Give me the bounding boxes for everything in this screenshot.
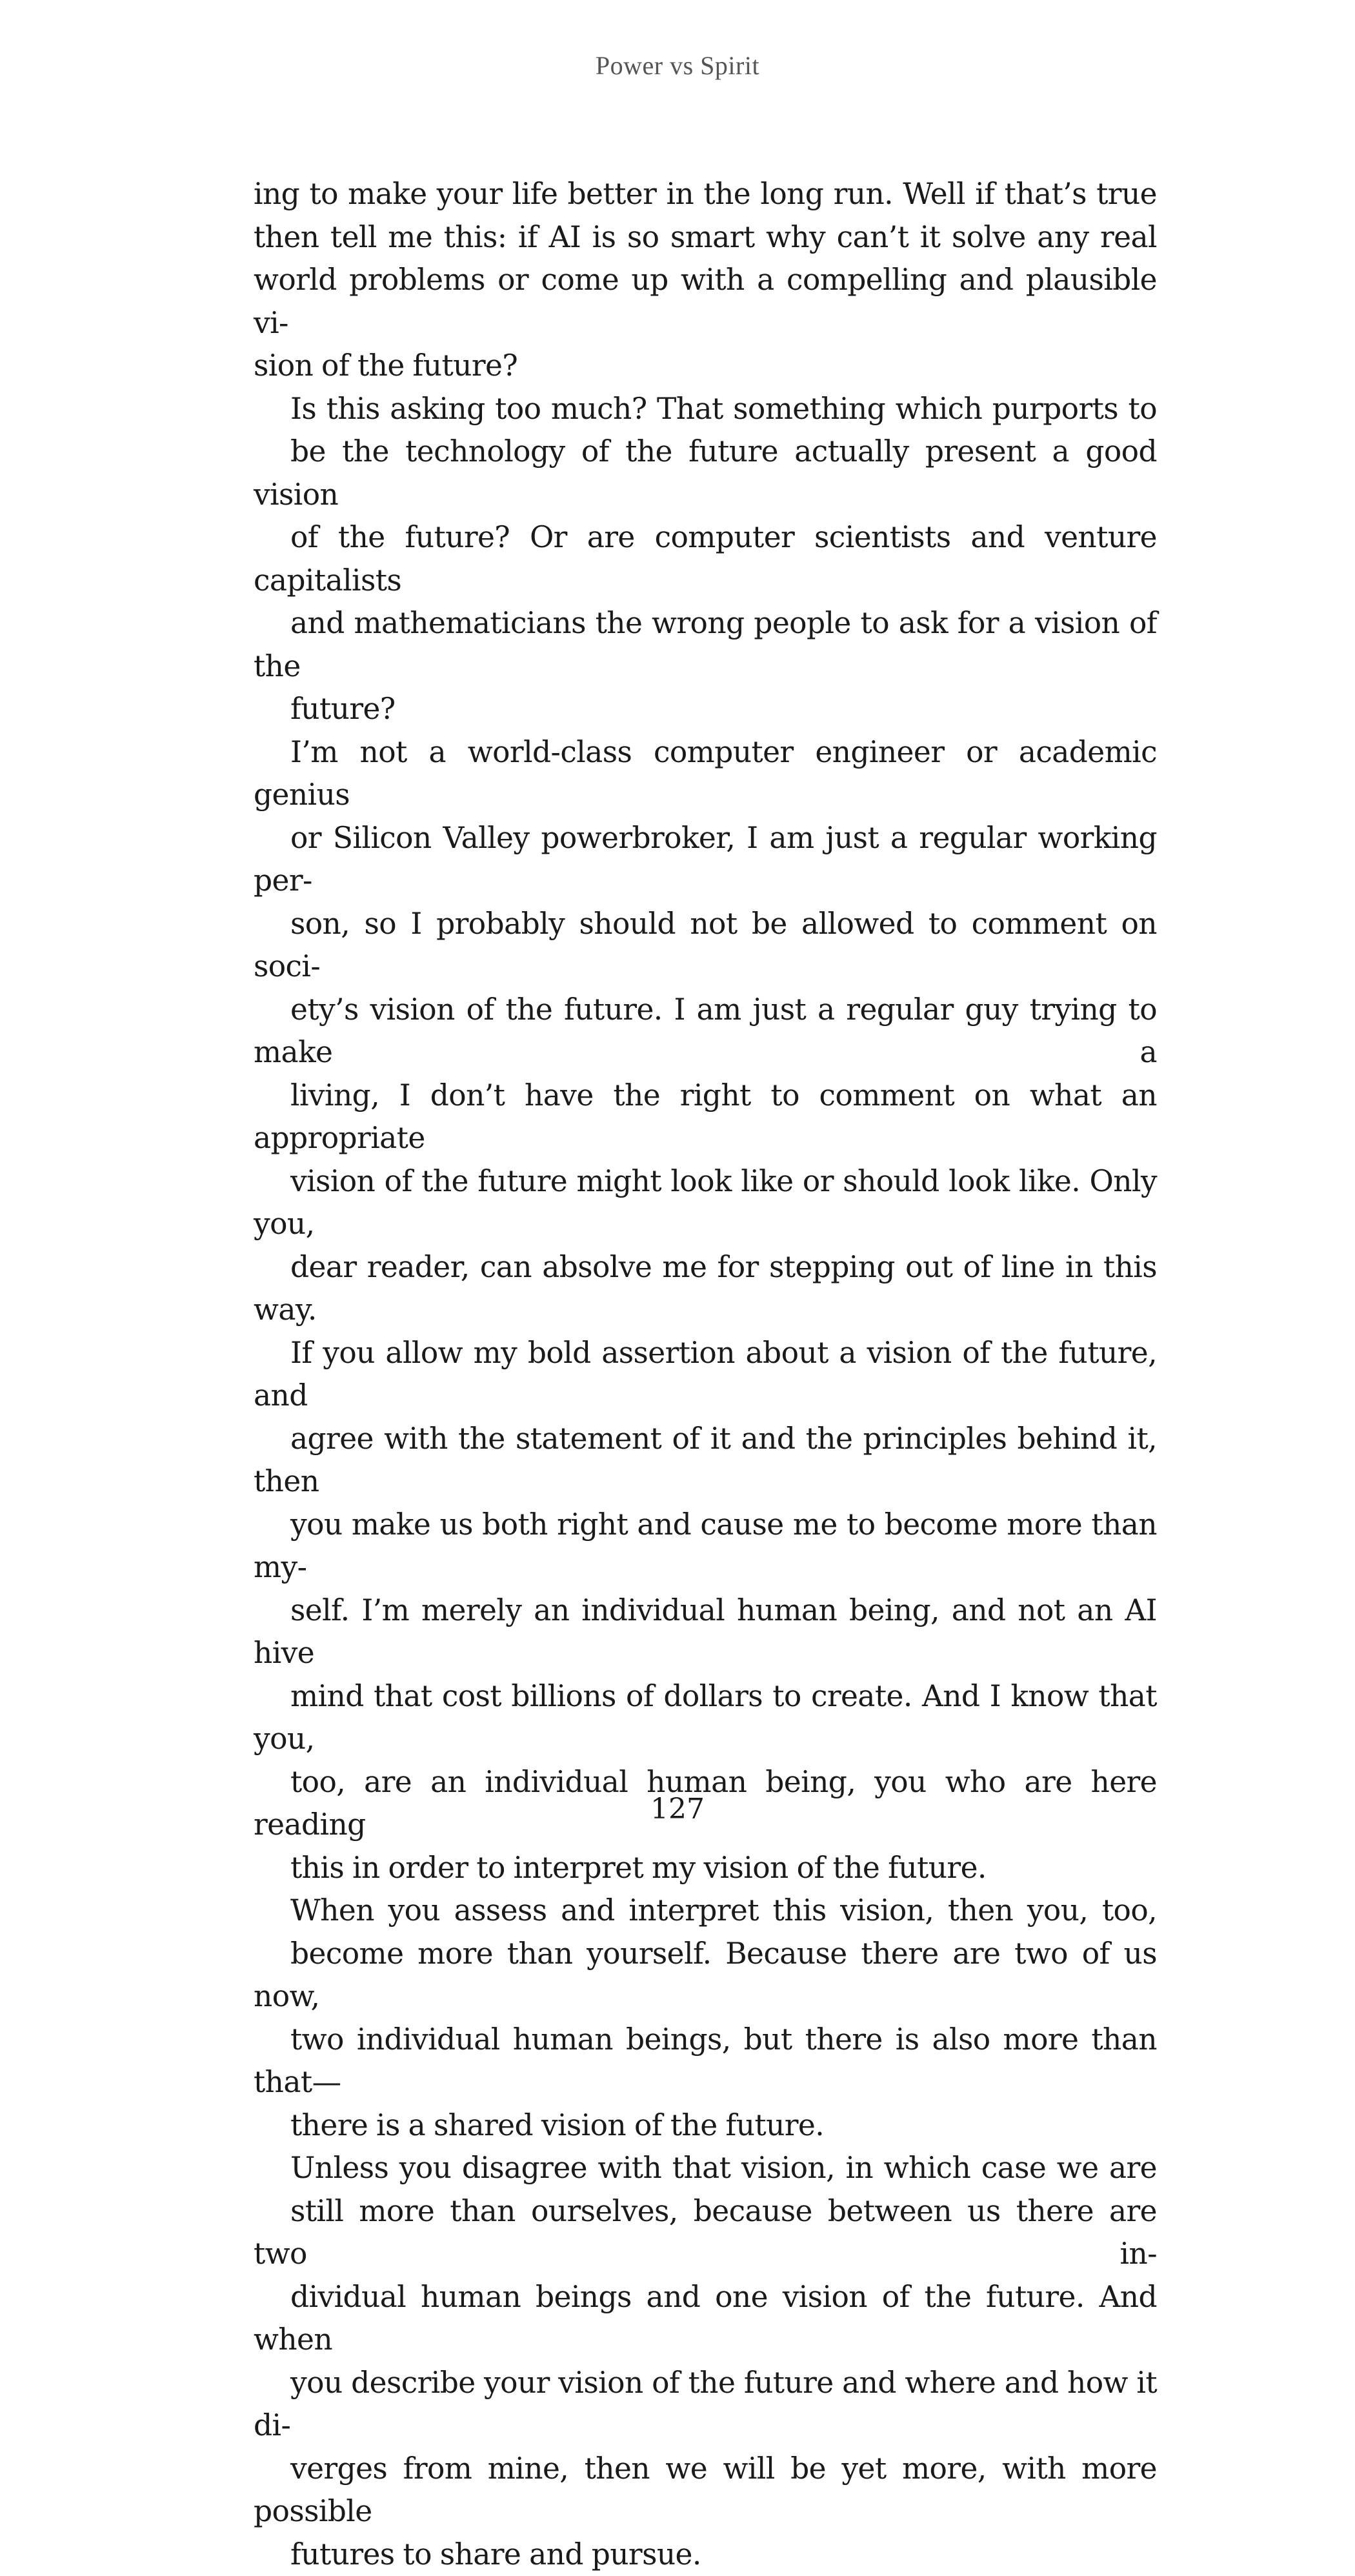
- text-line: this in order to interpret my vision of the future.: [254, 1847, 1157, 1890]
- text-line: of the future? Or are computer scientists and venture capitalists: [254, 516, 1157, 602]
- text-line: vision of the future might look like or should look like. Only you,: [254, 1160, 1157, 1246]
- text-line: and mathematicians the wrong people to ask for a vision of the: [254, 602, 1157, 688]
- text-line: future?: [254, 688, 1157, 731]
- text-line: ety’s vision of the future. I am just a regular guy trying to make a: [254, 989, 1157, 1074]
- text-line: self. I’m merely an individual human being, and not an AI hive: [254, 1589, 1157, 1675]
- text-line: two individual human beings, but there is also more than that—: [254, 2018, 1157, 2104]
- text-line: be the technology of the future actually present a good vision: [254, 430, 1157, 516]
- paragraph-2: [254, 388, 1157, 731]
- text-line: ing to make your life better in the long run. Well if that’s true: [254, 173, 1157, 216]
- text-line: still more than ourselves, because between us there are two in-: [254, 2190, 1157, 2276]
- text-line: you describe your vision of the future and where and how it di-: [254, 2362, 1157, 2448]
- text-line: Is this asking too much? That something which purports to: [254, 388, 1157, 431]
- text-line: become more than yourself. Because there are two of us now,: [254, 1933, 1157, 2018]
- text-line: I’m not a world-class computer engineer or academic genius: [254, 731, 1157, 817]
- text-line: then tell me this: if AI is so smart why can’t it solve any real: [254, 216, 1157, 259]
- page-number: 127: [0, 1793, 1355, 1826]
- text-line: dividual human beings and one vision of the future. And when: [254, 2276, 1157, 2362]
- text-line: you make us both right and cause me to become more than my-: [254, 1504, 1157, 1589]
- paragraph-1: [254, 173, 1157, 388]
- text-line: mind that cost billions of dollars to create. And I know that you,: [254, 1675, 1157, 1761]
- text-line: there is a shared vision of the future.: [254, 2104, 1157, 2148]
- text-line: If you allow my bold assertion about a vision of the future, and: [254, 1332, 1157, 1418]
- text-line: agree with the statement of it and the principles behind it, then: [254, 1418, 1157, 1504]
- text-line: futures to share and pursue.: [254, 2533, 1157, 2576]
- paragraph-5: [254, 2147, 1157, 2576]
- text-line: too, are an individual human being, you who are here reading: [254, 1761, 1157, 1847]
- text-line: dear reader, can absolve me for stepping out of line in this way.: [254, 1246, 1157, 1332]
- paragraph-3: [254, 731, 1157, 1890]
- text-line: son, so I probably should not be allowed to comment on soci-: [254, 903, 1157, 989]
- text-line: or Silicon Valley powerbroker, I am just a regular working per-: [254, 817, 1157, 903]
- body-text: [254, 173, 1157, 2576]
- text-line: sion of the future?: [254, 345, 1157, 388]
- text-line: Unless you disagree with that vision, in which case we are: [254, 2147, 1157, 2190]
- running-head: Power vs Spirit: [0, 50, 1355, 81]
- text-line: verges from mine, then we will be yet more, with more possible: [254, 2448, 1157, 2533]
- paragraph-4: [254, 1889, 1157, 2147]
- text-line: living, I don’t have the right to comment on what an appropriate: [254, 1074, 1157, 1160]
- text-line: When you assess and interpret this vision, then you, too,: [254, 1889, 1157, 1933]
- text-line: world problems or come up with a compelling and plausible vi-: [254, 259, 1157, 345]
